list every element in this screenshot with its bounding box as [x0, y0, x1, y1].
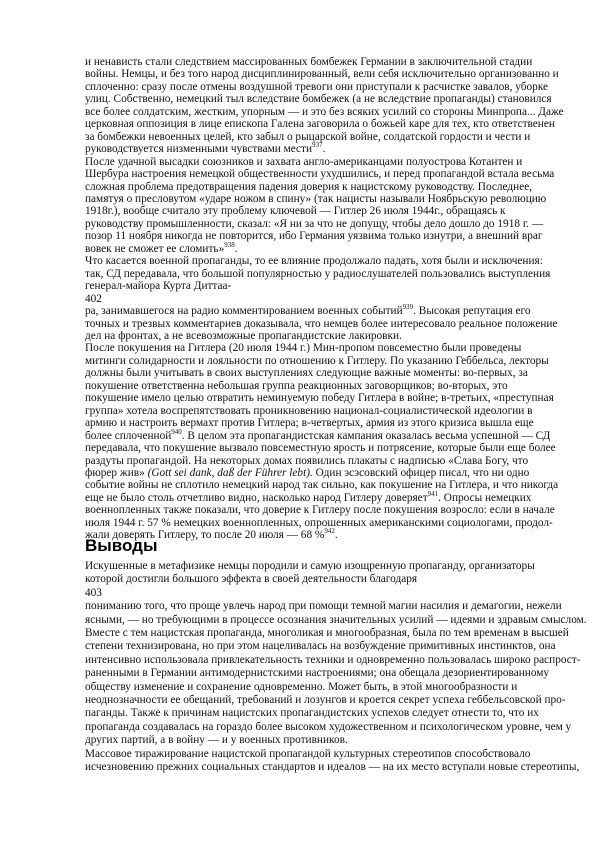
text-line	[85, 707, 587, 720]
text-line	[85, 156, 564, 168]
text-line	[85, 614, 587, 627]
text-line	[85, 417, 564, 429]
text-run: Что касается военной пропаганды, то ее влияние продолжало падать, хотя были и исключения:	[85, 255, 543, 268]
text-line	[85, 218, 564, 230]
text-line	[85, 380, 564, 392]
text-line	[85, 479, 564, 491]
text-line	[85, 355, 564, 367]
text-section-before-conclusions	[85, 56, 564, 542]
text-run: должны были учитывать в своих выступлениях следующие важные моменты: во-первых, за	[85, 367, 528, 380]
text-run: армию и настроить вермахт против Гитлера; в-четвертых, армия из этого кризиса вышла еще	[85, 417, 534, 430]
text-line	[85, 721, 587, 734]
footnote-ref[interactable]: 942	[324, 527, 335, 536]
text-run: .	[234, 242, 238, 255]
text-run: сложная проблема предотвращения падения доверия к нацистскому руководству. Последнее,	[85, 180, 533, 193]
text-line	[85, 81, 564, 93]
text-line	[85, 573, 587, 586]
text-run: обществу изменение и сохранение одновременно. Может быть, в этой многообразности и	[85, 680, 518, 693]
footnote-ref[interactable]: 937	[312, 141, 323, 150]
page-number	[85, 293, 564, 305]
text-line	[85, 168, 564, 180]
text-run: военнопленных также показали, что доверие к Гитлеру после покушения возросло: если в начале	[85, 504, 555, 517]
text-line	[85, 667, 587, 680]
text-run: более сплоченной	[85, 429, 172, 442]
text-run: раздуты пропагандой. На некоторых домах появились плакаты с надписью «Слава Богу, что	[85, 454, 529, 467]
text-run: так, СД передавала, что большой популярностью у радиослушателей пользовались выступления	[85, 267, 551, 280]
text-run: жали доверять Гитлеру, то после 20 июля — 68 %	[85, 529, 325, 542]
text-line	[85, 131, 564, 143]
text-run: Вместе с тем нацистская пропаганда, многоликая и многообразная, была по тем временам в высшей	[85, 627, 569, 640]
text-line	[85, 489, 564, 504]
text-run: Один эсэсовский офицер писал, что ни одно	[312, 466, 530, 479]
text-line	[85, 106, 564, 118]
text-line	[85, 318, 564, 330]
text-run: руководствуется низменными чувствами мести	[85, 143, 313, 156]
text-line	[85, 467, 564, 479]
text-line	[85, 392, 564, 404]
text-line	[85, 240, 564, 255]
text-run: генерал-майора Курта Диттаа-	[85, 280, 232, 293]
text-run: . Опросы немецких	[438, 491, 532, 504]
text-line	[85, 56, 564, 68]
text-line	[85, 694, 587, 707]
text-line	[85, 93, 564, 105]
text-run: руководству промышленности, сказал: «Я ни за что не допущу, чтобы дело дошло до 1918 г. —	[85, 217, 544, 230]
text-run: Шербура настроения немецкой общественности ухудшились, и перед пропагандой встала весьма	[85, 168, 555, 181]
text-line	[85, 305, 564, 317]
footnote-ref[interactable]: 938	[224, 240, 235, 249]
text-run: 403	[85, 586, 102, 599]
text-line	[85, 367, 564, 379]
text-run: все более солдатским, жестким, упорным — и это без всяких усилий со стороны Минпропа... Даже	[85, 105, 564, 118]
text-run: пониманию того, что проще увлечь народ при помощи темной магии насилия и демагогии, нежели	[85, 600, 562, 613]
text-line	[85, 68, 564, 80]
italic-quote: (Gott sei dank, daß der Führer lebt).	[147, 466, 313, 479]
text-run: передавала, что покушение вызвало повсеместную ярость и потрясение, которые были еще более	[85, 442, 556, 455]
footnote-ref[interactable]: 940	[171, 427, 182, 436]
text-line	[85, 330, 564, 342]
text-run: сплоченно: сразу после отмены воздушной тревоги они приступали к расчистке завалов, уборке	[85, 80, 549, 93]
text-line	[85, 627, 587, 640]
text-section-conclusions	[85, 560, 587, 775]
text-run: вовек не сможет ее сломить»	[85, 242, 225, 255]
text-line	[85, 734, 587, 747]
text-line	[85, 268, 564, 280]
text-run: группа» хотела воспрепятствовать проникновению национал-социалистической идеологии в	[85, 404, 533, 417]
text-run: митинги солидарности и лояльности по отношению к Гитлеру. По указанию Геббельса, лекторы	[85, 354, 549, 367]
text-run: Искушенные в метафизике немцы породили и самую изощренную пропаганду, организаторы	[85, 560, 535, 572]
text-line	[85, 427, 564, 442]
footnote-ref[interactable]: 941	[427, 489, 439, 498]
page-number	[85, 587, 587, 600]
text-line	[85, 640, 587, 653]
text-run: церковная оппозиция в лице епископа Галена заговорила о божьей каре для тех, кто ответственен	[85, 118, 555, 131]
text-run: интенсивно использовала привлекательность техники и одновременно пользовалась широко распрост-	[85, 653, 581, 666]
text-run: После покушения на Гитлера (20 июля 1944 г.) Мин-пропом повсеместно были проведены	[85, 342, 522, 355]
text-line	[85, 205, 564, 217]
text-run: . В целом эта пропагандистская кампания оказалась весьма успешной — СД	[181, 429, 551, 442]
text-run: исчезновению прежних социальных стандартов и идеалов — на их место вступали новые стереотипы,	[85, 761, 580, 774]
text-run: . Высокая репутация его	[413, 305, 531, 318]
text-line	[85, 600, 587, 613]
footnote-ref[interactable]: 939	[402, 303, 414, 312]
text-line	[85, 681, 587, 694]
text-run: 402	[85, 292, 102, 305]
text-run: .	[322, 143, 326, 156]
text-line	[85, 342, 564, 354]
text-run: покушение ответственна небольшая группа реакционных заговорщиков; во-вторых, это	[85, 379, 508, 392]
section-heading-conclusions: Выводы	[85, 536, 158, 555]
text-run: июля 1944 г. 57 % немецких военнопленных, опрошенных американскими социологами, продол-	[85, 516, 553, 529]
text-line	[85, 455, 564, 467]
text-run: точных и трезвых комментариев доказывала, что немцев более интересовало реальное положение	[85, 317, 558, 330]
text-line	[85, 560, 587, 573]
text-run: раненными в Германии антимодернистскими настроениями; она обещала дезориентированному	[85, 667, 550, 680]
text-line	[85, 504, 564, 516]
text-run: степени технизирована, но при этом нацеливалась на возбуждение примитивных инстинктов, она	[85, 640, 556, 653]
text-run: ра, занимавшегося на радио комментированием военных событий	[85, 305, 403, 318]
text-run: неоднозначности ее обещаний, требований и лозунгов и кроется секрет успеха геббельсовской про-	[85, 694, 566, 707]
text-line	[85, 230, 564, 242]
text-line	[85, 193, 564, 205]
text-run: памятуя о пресловутом «ударе ножом в спину» (так нацисты называли Ноябрьскую революцию	[85, 192, 547, 205]
text-run: Массовое тиражирование нацистской пропагандой культурных стереотипов способствовало	[85, 747, 531, 760]
text-run: покушение имело целью отвратить неминуемую победу Гитлера в войне; в-третьих, «преступная	[85, 392, 554, 405]
text-line	[85, 761, 587, 774]
text-run: После удачной высадки союзников и захвата англо-американцами полуострова Котантен и	[85, 155, 523, 168]
text-run: фюрер жив»	[85, 466, 148, 479]
text-run: событие войны не сплотило немецкий народ так сильно, как покушение на Гитлера, и что никогда	[85, 479, 559, 492]
text-run: пропаганда создавалась на гораздо более высоком художественном и психологическом уровне, чем у	[85, 720, 572, 733]
text-run: 1918г.), вообще считало эту проблему ключевой — Гитлер 26 июля 1944г., обращаясь к	[85, 205, 506, 218]
text-run: и ненависть стали следствием массированных бомбежек Германии в заключительной стадии	[85, 56, 533, 68]
text-run: .	[334, 529, 338, 542]
text-run: других партий, а в войну — и у военных противников.	[85, 734, 348, 747]
text-line	[85, 181, 564, 193]
text-run: позор 11 ноября никогда не повторится, ибо Германия уязвима только изнутри, а внешний враг	[85, 230, 543, 243]
text-line	[85, 442, 564, 454]
text-run: паганды. Также к причинам нацистских пропагандистских успехов следует отнести то, что их	[85, 707, 539, 720]
text-line	[85, 280, 564, 292]
text-line	[85, 143, 564, 155]
text-run: дел на фронтах, а не всевозможные пропагандистские лакировки.	[85, 329, 402, 342]
text-line	[85, 748, 587, 761]
text-run: улиц. Собственно, немецкий тыл вследствие бомбежек (а не вследствие пропаганды) становился	[85, 93, 552, 106]
text-run: еще не было столь отчетливо видно, насколько народ Гитлеру доверяет	[85, 491, 428, 504]
text-line	[85, 118, 564, 130]
text-line	[85, 405, 564, 417]
text-run: которой достигли большого эффекта в своей деятельности благодаря	[85, 573, 418, 586]
text-line	[85, 255, 564, 267]
text-run: ясными, — но требующими в процессе осознания значительных усилий — идеями и здравым смыслом.	[85, 613, 587, 626]
text-run: за бомбежки невоенных целей, кто забыл о рыцарской войне, солдатской гордости и чести и	[85, 130, 531, 143]
text-run: войны. Немцы, и без того народ дисциплинированный, вели себя исключительно организованно и	[85, 68, 559, 81]
text-line	[85, 654, 587, 667]
